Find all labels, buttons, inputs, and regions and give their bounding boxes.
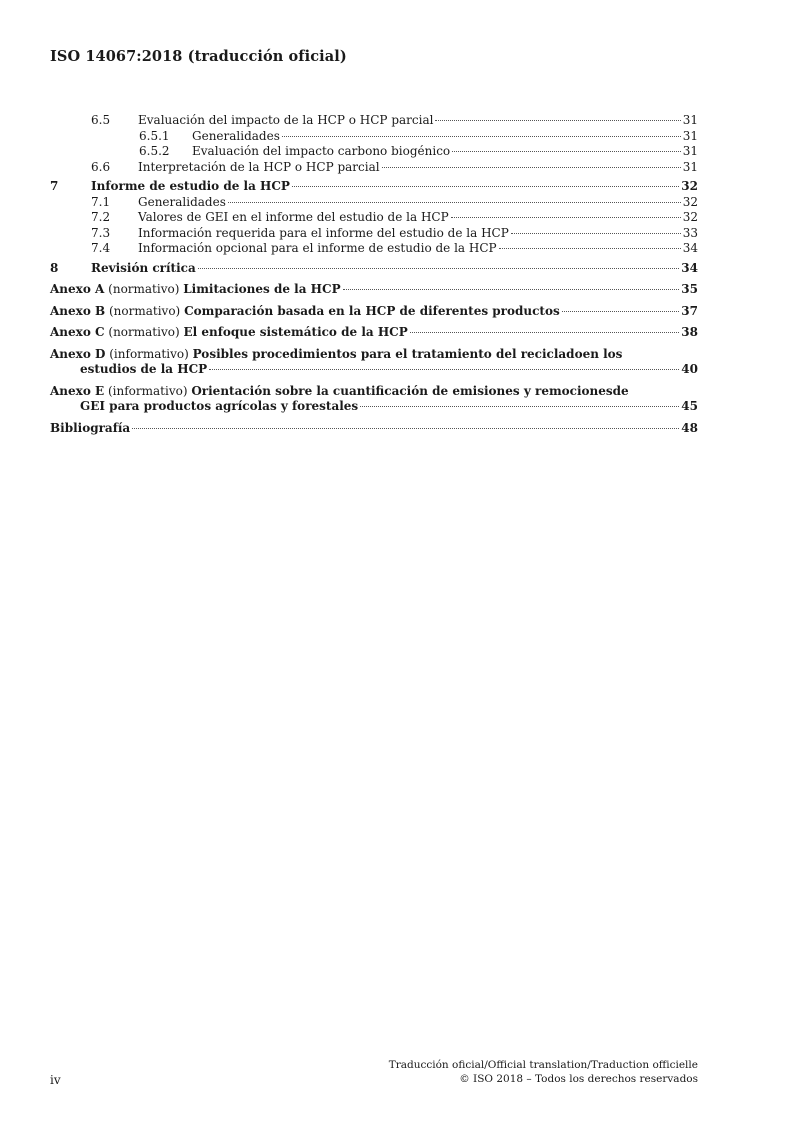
toc-entry-7-4[interactable] <box>50 241 698 257</box>
toc-page: 38 <box>681 325 698 339</box>
toc-page: 35 <box>681 282 698 296</box>
toc-number: 6.6 <box>91 159 111 174</box>
leader-dots <box>343 288 680 290</box>
leader-dots <box>228 201 681 203</box>
annex-label: Anexo E <box>50 383 105 398</box>
toc-page: 31 <box>682 159 698 174</box>
annex-label: Anexo C <box>50 325 105 339</box>
toc-entry-6-6[interactable] <box>50 160 698 176</box>
annex-line-cont <box>50 362 698 378</box>
leader-dots <box>451 216 681 218</box>
document-header: ISO 14067:2018 (traducción oficial) <box>50 48 347 65</box>
annex-title-cont: GEI para productos agrícolas y forestales <box>80 399 359 413</box>
leader-dots <box>382 166 681 168</box>
toc-entry-7-3[interactable] <box>50 226 698 242</box>
toc-title: Evaluación del impacto carbono biogénico <box>192 144 451 158</box>
toc-number: 7.1 <box>91 194 111 209</box>
toc-entry-7-1[interactable] <box>50 195 698 211</box>
toc-number: 7.2 <box>91 210 111 224</box>
annex-title: Limitaciones de la HCP <box>183 282 341 296</box>
annex-kind: (informativo) <box>107 383 188 398</box>
annex-title: El enfoque sistemático de la HCP <box>183 325 408 339</box>
toc-number: 6.5.1 <box>139 128 170 143</box>
toc-title: Información requerida para el informe del estudio de la HCP <box>138 225 509 240</box>
toc-page: 32 <box>682 194 698 209</box>
toc-entry-annex-a[interactable] <box>50 282 698 298</box>
page-number: iv <box>50 1073 61 1087</box>
toc-page: 40 <box>681 362 698 376</box>
toc-title: Valores de GEI en el informe del estudio de la HCP <box>138 210 449 224</box>
annex-label: Anexo B <box>50 303 106 318</box>
footer-translation-note: Traducción oficial/Official translation/Traduction officielle <box>388 1059 698 1071</box>
toc-title: Generalidades <box>138 194 226 209</box>
footer-copyright: © ISO 2018 – Todos los derechos reservados <box>459 1072 698 1085</box>
leader-dots <box>562 310 680 312</box>
toc-page: 33 <box>682 225 698 240</box>
leader-dots <box>499 247 681 249</box>
leader-dots <box>209 368 679 370</box>
toc-number: 6.5.2 <box>139 144 170 158</box>
page-footer <box>389 1059 698 1086</box>
toc-entry-8[interactable] <box>50 261 698 277</box>
toc-page: 48 <box>681 420 698 435</box>
toc-page: 31 <box>682 113 698 127</box>
toc-entry-annex-c[interactable] <box>50 325 698 341</box>
toc-page: 37 <box>681 303 698 318</box>
toc-page: 34 <box>682 241 698 255</box>
toc-title: Bibliografía <box>50 420 131 435</box>
toc-title: Revisión crítica <box>91 260 196 275</box>
toc-entry-bibliography[interactable] <box>50 421 698 437</box>
leader-dots <box>410 331 680 333</box>
leader-dots <box>452 150 681 152</box>
toc-entry-annex-b[interactable] <box>50 304 698 320</box>
toc-number: 7.4 <box>91 241 111 255</box>
leader-dots <box>435 119 680 121</box>
toc-page: 32 <box>681 179 698 193</box>
annex-label: Anexo A <box>50 282 105 296</box>
leader-dots <box>511 232 681 234</box>
annex-kind: (normativo) <box>108 303 181 318</box>
toc-page: 34 <box>681 260 698 275</box>
toc-entry-7-2[interactable] <box>50 210 698 226</box>
annex-line-cont <box>50 399 698 415</box>
toc-page: 45 <box>681 399 698 413</box>
toc-title: Información opcional para el informe de estudio de la HCP <box>138 241 497 255</box>
toc-entry-6-5-2[interactable] <box>50 144 698 160</box>
annex-title: Orientación sobre la cuantificación de emisiones y remocionesde <box>191 383 629 398</box>
toc-page: 32 <box>682 210 698 224</box>
table-of-contents <box>50 113 698 436</box>
leader-dots <box>282 135 681 137</box>
annex-title: Comparación basada en la HCP de diferentes productos <box>184 303 560 318</box>
toc-title: Evaluación del impacto de la HCP o HCP parcial <box>138 113 434 127</box>
toc-title: Informe de estudio de la HCP <box>91 179 290 193</box>
leader-dots <box>132 427 679 429</box>
toc-entry-7[interactable] <box>50 179 698 195</box>
annex-label: Anexo D <box>50 346 106 361</box>
toc-entry-annex-d[interactable] <box>50 347 698 378</box>
leader-dots <box>292 185 679 187</box>
toc-entry-annex-e[interactable] <box>50 384 698 415</box>
annex-line <box>50 347 698 363</box>
toc-page: 31 <box>682 128 698 143</box>
toc-number: 7.3 <box>91 225 111 240</box>
toc-number: 6.5 <box>91 113 111 127</box>
toc-title: Interpretación de la HCP o HCP parcial <box>138 159 380 174</box>
annex-line <box>50 384 698 400</box>
annex-kind: (normativo) <box>108 325 180 339</box>
toc-number: 7 <box>50 179 59 193</box>
toc-page: 31 <box>682 144 698 158</box>
leader-dots <box>360 405 679 407</box>
toc-entry-6-5-1[interactable] <box>50 129 698 145</box>
toc-title: Generalidades <box>192 128 280 143</box>
toc-entry-6-5[interactable] <box>50 113 698 129</box>
annex-kind: (informativo) <box>109 346 189 361</box>
toc-number: 8 <box>50 260 59 275</box>
annex-kind: (normativo) <box>108 282 180 296</box>
annex-title: Posibles procedimientos para el tratamiento del recicladoen los <box>192 346 623 361</box>
annex-title-cont: estudios de la HCP <box>80 362 208 376</box>
leader-dots <box>198 267 680 269</box>
